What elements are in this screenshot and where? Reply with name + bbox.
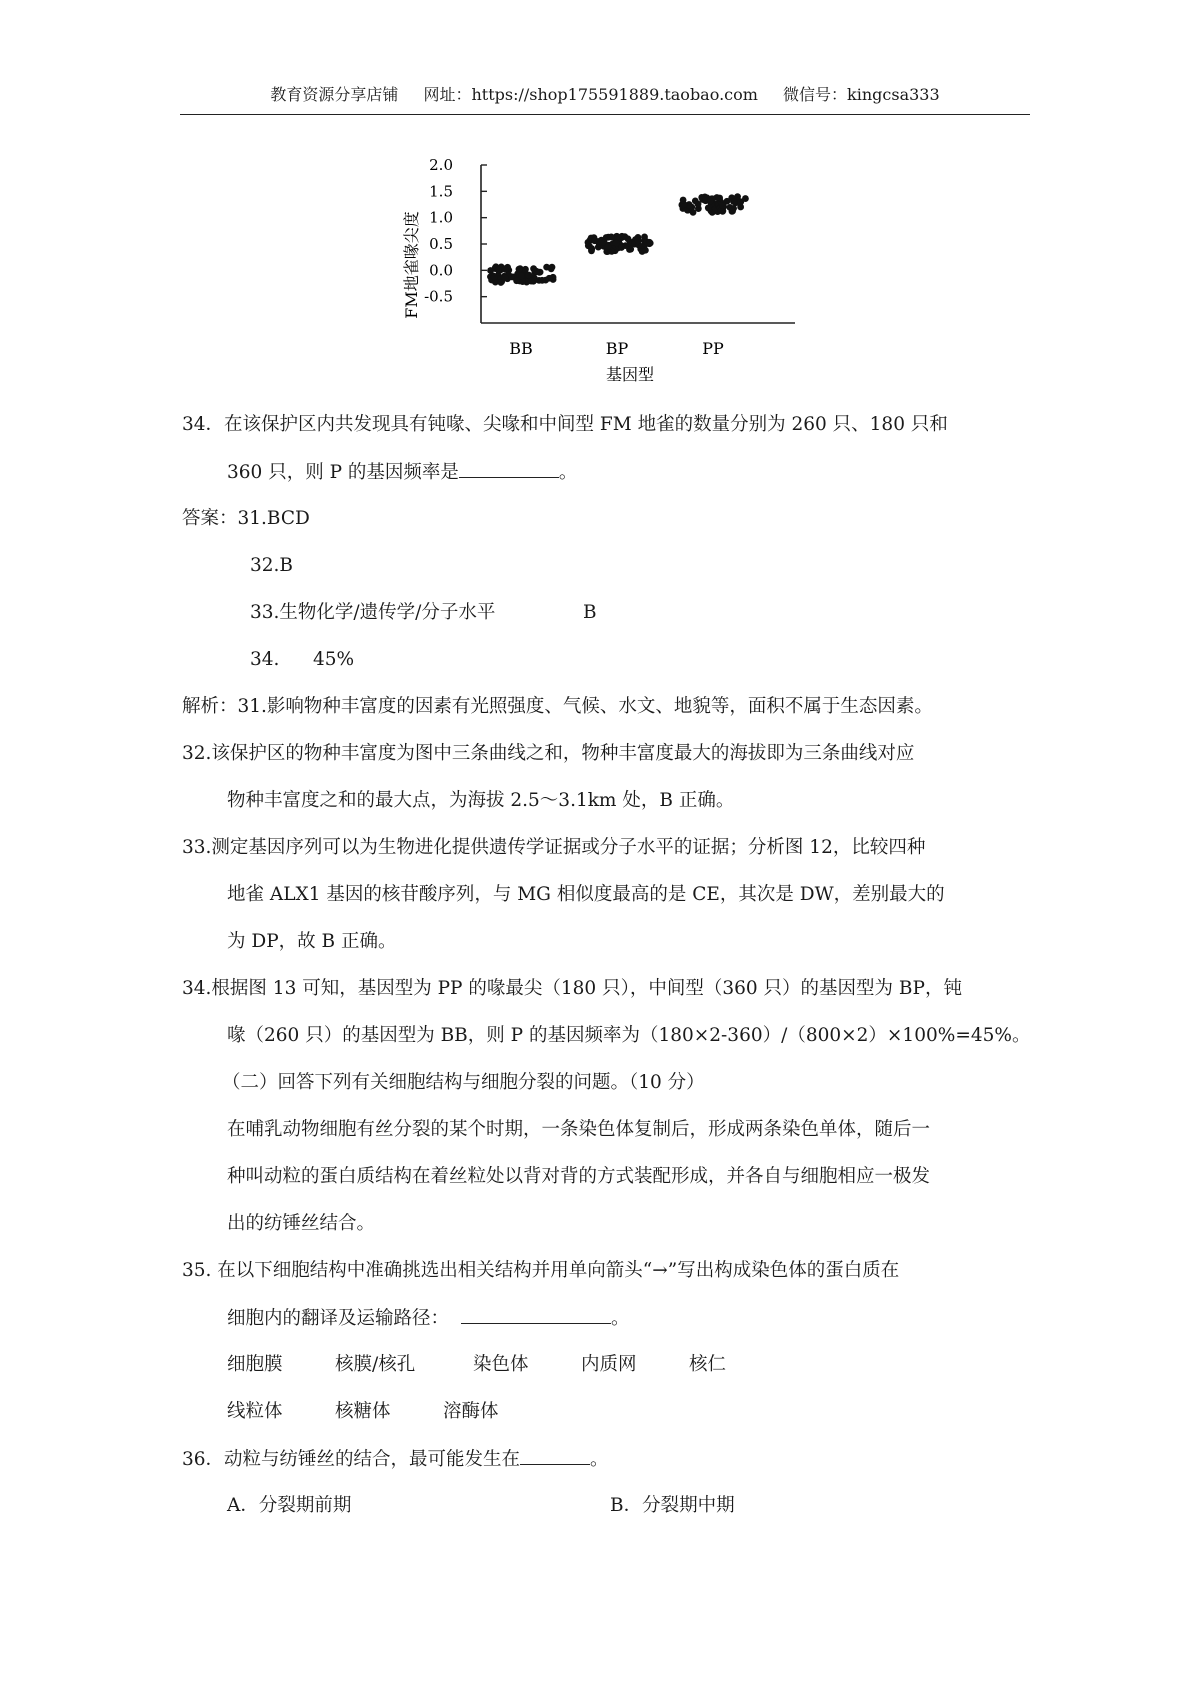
answer-33-choice: B xyxy=(583,602,597,623)
q34-line2 xyxy=(227,459,577,486)
scatter-point-bp xyxy=(591,237,598,244)
scatter-point-bp xyxy=(588,245,595,252)
answer-34: 34. xyxy=(250,649,280,670)
y-tick-label: 1.5 xyxy=(429,182,453,201)
y-tick-label: -0.5 xyxy=(424,287,453,306)
scatter-point-bb xyxy=(539,277,546,284)
scatter-point-bb xyxy=(518,272,525,279)
q36-stem xyxy=(182,1446,609,1473)
option-lysosome: 溶酶体 xyxy=(443,1401,499,1422)
q35-answer-blank[interactable] xyxy=(461,1305,611,1324)
q35-end: 。 xyxy=(611,1308,630,1329)
analysis-32-line2: 物种丰富度之和的最大点，为海拔 2.5～3.1km 处，B 正确。 xyxy=(227,790,735,811)
scatter-point-pp xyxy=(719,202,726,209)
q36-text: 36．动粒与纺锤丝的结合，最可能发生在 xyxy=(182,1449,521,1470)
analysis-34-line1: 34.根据图 13 可知，基因型为 PP 的喙最尖（180 只），中间型（360 只）的基因型为 BP，钝 xyxy=(182,978,962,999)
scatter-point-bb xyxy=(528,278,535,285)
x-axis-label: 基因型 xyxy=(605,365,655,384)
scatter-point-pp xyxy=(680,197,687,204)
analysis-33-line2: 地雀 ALX1 基因的核苷酸序列，与 MG 相似度最高的是 CE，其次是 DW，差别最大的 xyxy=(227,884,945,905)
y-tick-label: 1.0 xyxy=(429,208,453,227)
scatter-point-bb xyxy=(525,272,532,279)
option-ribosome: 核糖体 xyxy=(335,1401,391,1422)
section2-para-line3: 出的纺锤丝结合。 xyxy=(227,1213,376,1234)
scatter-point-bb xyxy=(495,267,502,274)
q35-line2 xyxy=(227,1305,630,1332)
option-nucleolus: 核仁 xyxy=(689,1354,727,1375)
q35-line1: 35. 在以下细胞结构中准确挑选出相关结构并用单向箭头“→”写出构成染色体的蛋白质在 xyxy=(182,1260,900,1281)
scatter-point-pp xyxy=(729,208,736,215)
q34-stem: 360 只，则 P 的基因频率是 xyxy=(227,462,459,483)
q36-option-a[interactable]: A．分裂期前期 xyxy=(227,1495,352,1516)
scatter-point-pp xyxy=(707,198,714,205)
scatter-point-pp xyxy=(730,198,737,205)
x-category-label: BP xyxy=(605,339,629,358)
scatter-point-bp xyxy=(646,239,653,246)
scatter-point-bb xyxy=(497,279,504,286)
x-category-label: PP xyxy=(702,339,724,358)
page-header xyxy=(180,80,1030,115)
analysis-34-line2: 喙（260 只）的基因型为 BB，则 P 的基因频率为（180×2-360）/（800×2）×100%=45%。 xyxy=(227,1025,1031,1046)
scatter-point-bp xyxy=(621,233,628,240)
beak-sharpness-scatter-chart xyxy=(395,150,815,400)
section2-para-line2: 种叫动粒的蛋白质结构在着丝粒处以背对背的方式装配形成，并各自与细胞相应一极发 xyxy=(227,1166,931,1187)
q35-stem: 细胞内的翻译及运输路径： xyxy=(227,1308,450,1329)
analysis-33-line3: 为 DP，故 B 正确。 xyxy=(227,931,397,952)
option-er: 内质网 xyxy=(581,1354,637,1375)
option-nuclear-membrane: 核膜/核孔 xyxy=(335,1354,416,1375)
y-tick-label: 0.0 xyxy=(429,261,453,280)
q35-options-row2 xyxy=(227,1399,551,1425)
scatter-point-bb xyxy=(519,278,526,285)
q34-answer-blank[interactable] xyxy=(459,459,559,478)
scatter-point-bb xyxy=(491,273,498,280)
analysis-32-line1: 32.该保护区的物种丰富度为图中三条曲线之和，物种丰富度最大的海拔即为三条曲线对应 xyxy=(182,743,915,764)
q34-end: 。 xyxy=(558,462,578,483)
answer-33: 33.生物化学/遗传学/分子水平 xyxy=(250,602,496,623)
scatter-point-pp xyxy=(737,198,744,205)
section2-para-line1: 在哺乳动物细胞有丝分裂的某个时期，一条染色体复制后，形成两条染色单体，随后一 xyxy=(227,1119,931,1140)
scatter-point-bp xyxy=(618,244,625,251)
q36-option-b[interactable]: B．分裂期中期 xyxy=(610,1495,735,1516)
scatter-point-bb xyxy=(530,265,537,272)
scatter-point-bp xyxy=(639,248,646,255)
q35-options-row1 xyxy=(227,1352,769,1378)
y-axis-label: FM地雀喙尖度 xyxy=(402,211,421,319)
x-category-label: BB xyxy=(509,339,533,358)
q36-end: 。 xyxy=(590,1449,609,1470)
header-shop: 教育资源分享店铺 xyxy=(270,85,399,104)
option-cell-membrane: 细胞膜 xyxy=(227,1354,283,1375)
scatter-point-bp xyxy=(605,243,612,250)
analysis-31: 解析：31.影响物种丰富度的因素有光照强度、气候、水文、地貌等，面积不属于生态因素。 xyxy=(182,696,933,717)
header-url: 网址：https://shop175591889.taobao.com xyxy=(423,85,758,104)
scatter-point-bb xyxy=(513,277,520,284)
scatter-point-bb xyxy=(548,265,555,272)
scatter-point-bp xyxy=(608,234,615,241)
section2-title: （二）回答下列有关细胞结构与细胞分裂的问题。（10 分） xyxy=(222,1072,705,1093)
q36-answer-blank[interactable] xyxy=(520,1446,590,1465)
scatter-point-bb xyxy=(522,266,529,273)
scatter-point-pp xyxy=(692,197,699,204)
scatter-point-bp xyxy=(635,237,642,244)
option-mitochondria: 线粒体 xyxy=(227,1401,283,1422)
answers-label: 答案：31.BCD xyxy=(182,508,310,529)
option-chromosome: 染色体 xyxy=(473,1354,529,1375)
analysis-33-line1: 33.测定基因序列可以为生物进化提供遗传学证据或分子水平的证据；分析图 12，比较四种 xyxy=(182,837,926,858)
scatter-point-bb xyxy=(487,267,494,274)
y-tick-label: 2.0 xyxy=(429,156,453,174)
header-wechat: 微信号：kingcsa333 xyxy=(783,85,940,104)
answer-34-value: 45% xyxy=(313,649,355,670)
y-tick-label: 0.5 xyxy=(429,235,453,253)
answer-32: 32.B xyxy=(250,555,294,576)
q34-line1: 34．在该保护区内共发现具有钝喙、尖喙和中间型 FM 地雀的数量分别为 260 只、180 只和 xyxy=(182,414,948,435)
